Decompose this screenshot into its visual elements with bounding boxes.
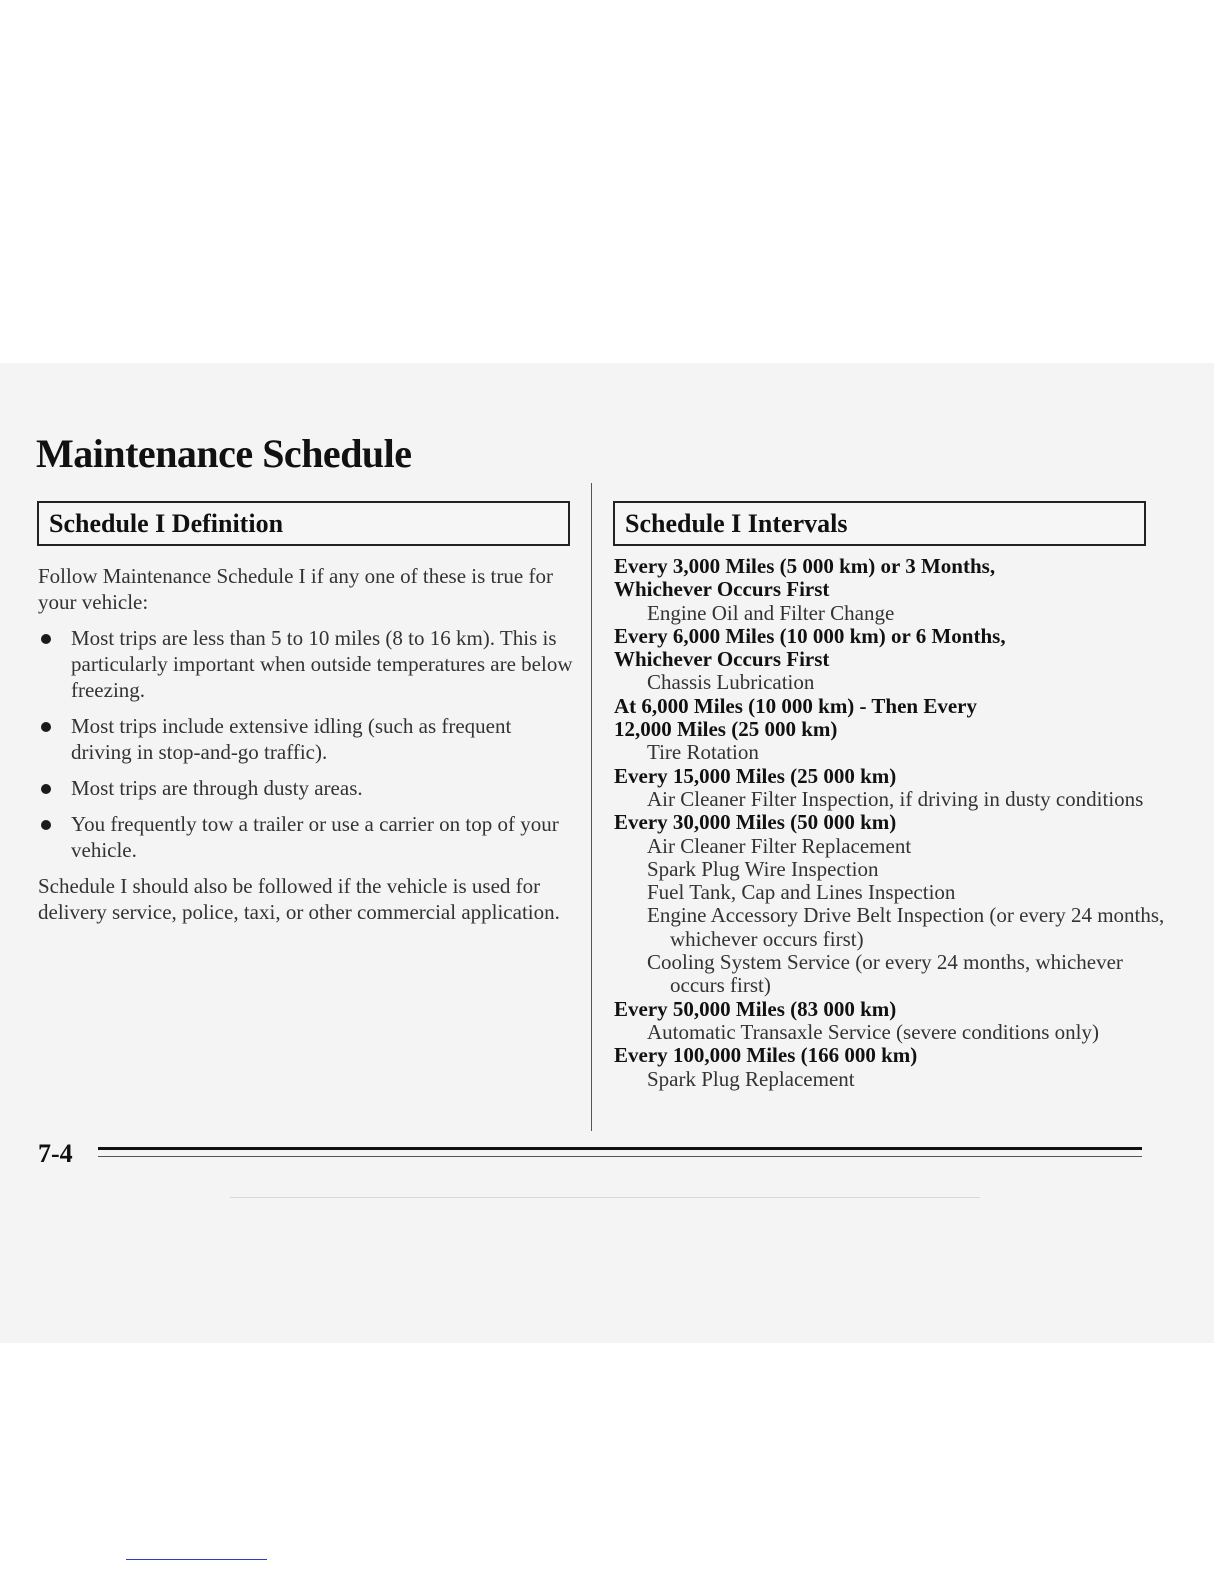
list-item	[38, 625, 573, 703]
interval-heading: Whichever Occurs First	[614, 647, 830, 672]
definition-closing: Schedule I should also be followed if the vehicle is used for delivery service, police, taxi, or other commercial application.	[38, 874, 560, 924]
schedule-definition-header: Schedule I Definition	[37, 501, 570, 546]
list-item-text: Most trips include extensive idling (such as frequent driving in stop-and-go traffic).	[71, 714, 512, 764]
service-item: Spark Plug Replacement	[647, 1066, 855, 1091]
interval-heading: Whichever Occurs First	[614, 577, 830, 602]
definition-section	[38, 563, 573, 925]
interval-group	[614, 695, 1174, 765]
service-item: Automatic Transaxle Service (severe conditions only)	[647, 1019, 1099, 1044]
list-item	[38, 713, 573, 765]
service-item: Air Cleaner Filter Replacement	[647, 833, 912, 858]
footer-rule	[98, 1147, 1142, 1150]
interval-group	[614, 765, 1174, 812]
schedule-intervals-header: Schedule I Intervals	[613, 501, 1146, 546]
service-item: Spark Plug Wire Inspection	[647, 856, 879, 881]
service-item: Engine Oil and Filter Change	[647, 600, 895, 625]
scan-artifact-line	[230, 1197, 980, 1198]
service-item: Engine Accessory Drive Belt Inspection (or every 24 months, whichever occurs first)	[647, 903, 1165, 951]
bullet-icon	[41, 820, 51, 830]
interval-group	[614, 811, 1174, 997]
list-item-text: Most trips are less than 5 to 10 miles (8 to 16 km). This is particularly important when outside temperatures are below freezing.	[71, 626, 573, 702]
interval-heading: Every 100,000 Miles (166 000 km)	[614, 1043, 918, 1068]
interval-group	[614, 625, 1174, 695]
bullet-icon	[41, 722, 51, 732]
definition-bullet-list	[38, 625, 573, 863]
interval-heading: Every 15,000 Miles (25 000 km)	[614, 763, 897, 788]
interval-heading: Every 3,000 Miles (5 000 km) or 3 Months,	[614, 554, 996, 578]
page-title: Maintenance Schedule	[36, 431, 412, 476]
bullet-icon	[41, 634, 51, 644]
intervals-section	[614, 555, 1174, 1091]
service-item: Chassis Lubrication	[647, 670, 815, 695]
definition-intro: Follow Maintenance Schedule I if any one of these is true for your vehicle:	[38, 564, 553, 614]
list-item-text: You frequently tow a trailer or use a carrier on top of your vehicle.	[71, 812, 559, 862]
interval-group	[614, 1044, 1174, 1091]
service-item: Air Cleaner Filter Inspection, if driving in dusty conditions	[647, 786, 1144, 811]
interval-heading: At 6,000 Miles (10 000 km) - Then Every	[614, 693, 977, 718]
service-item: Fuel Tank, Cap and Lines Inspection	[647, 880, 956, 905]
list-item	[38, 775, 573, 801]
column-divider	[591, 483, 592, 1131]
page-number: 7-4	[38, 1139, 73, 1168]
interval-heading: 12,000 Miles (25 000 km)	[614, 717, 838, 742]
service-item: Cooling System Service (or every 24 months, whichever occurs first)	[647, 950, 1123, 998]
link-underline	[126, 1559, 267, 1560]
interval-heading: Every 50,000 Miles (83 000 km)	[614, 996, 897, 1021]
list-item-text: Most trips are through dusty areas.	[71, 776, 363, 800]
interval-group	[614, 998, 1174, 1045]
interval-heading: Every 30,000 Miles (50 000 km)	[614, 810, 897, 835]
interval-heading: Every 6,000 Miles (10 000 km) or 6 Months,	[614, 623, 1006, 648]
service-item: Tire Rotation	[647, 740, 759, 765]
bullet-icon	[41, 784, 51, 794]
interval-group	[614, 555, 1174, 625]
list-item	[38, 811, 573, 863]
footer-rule	[98, 1156, 1142, 1157]
